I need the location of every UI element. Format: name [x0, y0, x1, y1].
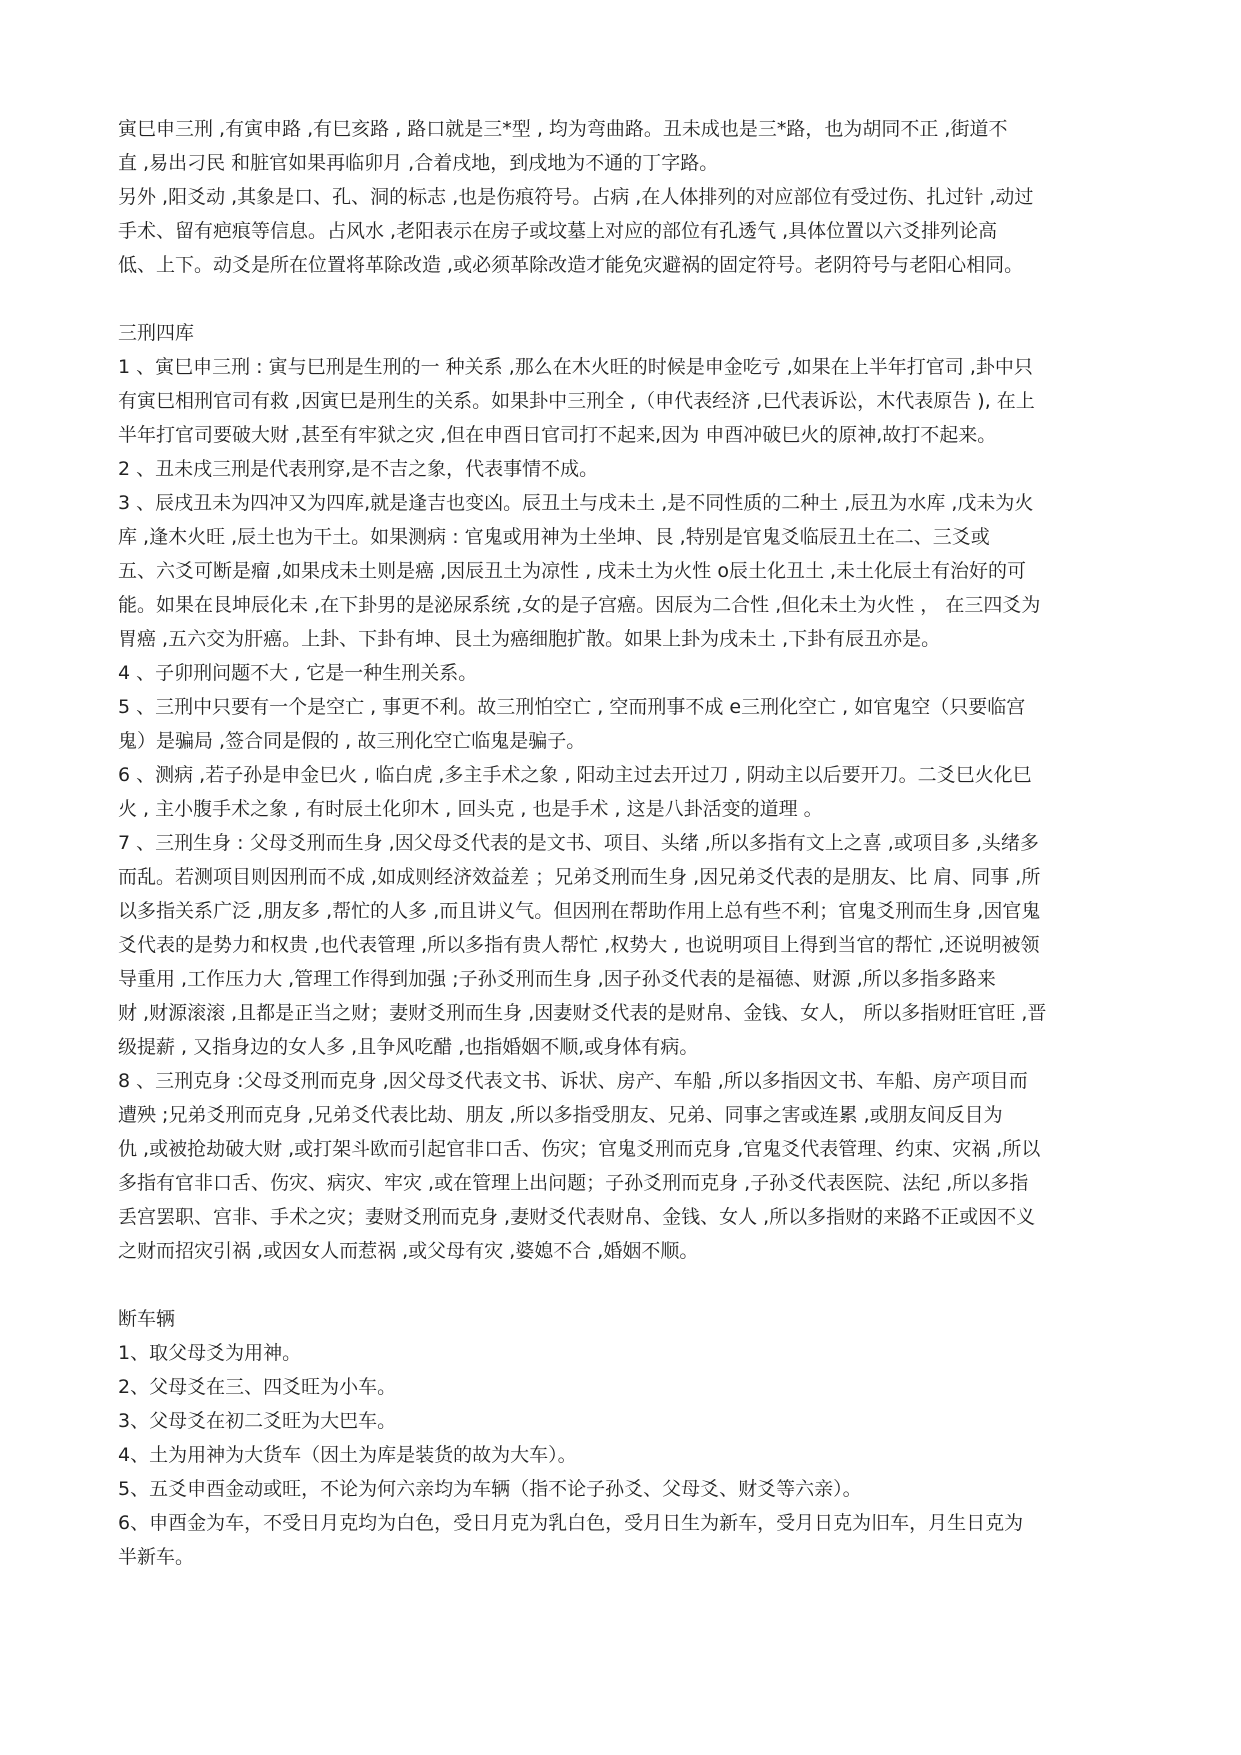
text-line: 另外 ,阳爻动 ,其象是口、孔、洞的标志 ,也是伤痕符号。占病 ,在人体排列的对应部位有受过伤、扎过针 ,动过: [118, 186, 1034, 208]
text-line: 遭殃 ;兄弟爻刑而克身 ,兄弟爻代表比劫、朋友 ,所以多指受朋友、兄弟、同事之害或连累 ,或朋友间反目为: [118, 1104, 1003, 1126]
text-line: 火 , 主小腹手术之象 , 有时辰土化卯木 , 回头克 , 也是手术 , 这是八卦活变的道理 。: [118, 798, 823, 820]
text-line: 仇 ,或被抢劫破大财 ,或打架斗欧而引起官非口舌、伤灾；官鬼爻刑而克身 ,官鬼爻代表管理、约束、灾祸 ,所以: [118, 1138, 1041, 1160]
section-heading: 断车辆: [118, 1308, 176, 1330]
text-line: 财 ,财源滚滚 ,且都是正当之财；妻财爻刑而生身 ,因妻财爻代表的是财帛、金钱、女人， 所以多指财旺官旺 ,晋: [118, 1002, 1047, 1024]
text-line: 多指有官非口舌、伤灾、病灾、牢灾 ,或在管理上出问题；子孙爻刑而克身 ,子孙爻代表医院、法纪 ,所以多指: [118, 1172, 1029, 1194]
text-line: 导重用 ,工作压力大 ,管理工作得到加强 ;子孙爻刑而生身 ,因子孙爻代表的是福德、财源 ,所以多指多路来: [118, 968, 996, 990]
text-line: 5、五爻申酉金动或旺，不论为何六亲均为车辆（指不论子孙爻、父母爻、财爻等六亲）。: [118, 1478, 862, 1500]
text-line: 能。如果在艮坤辰化未 ,在下卦男的是泌尿系统 ,女的是子宫癌。因辰为二合性 ,但化未土为火性 ， 在三四爻为: [118, 594, 1041, 616]
document-page: [118, 112, 1128, 1574]
text-line: 2 、丑未戌三刑是代表刑穿,是不吉之象，代表事情不成。: [118, 458, 599, 480]
text-line: 直 ,易出刁民 和脏官如果再临卯月 ,合着戌地，到戌地为不通的丁字路。: [118, 152, 719, 174]
text-line: 丢宫罢职、宫非、手术之灾；妻财爻刑而克身 ,妻财爻代表财帛、金钱、女人 ,所以多指财的来路不正或因不义: [118, 1206, 1036, 1228]
text-line: 半新车。: [118, 1546, 195, 1568]
text-line: 3、父母爻在初二爻旺为大巴车。: [118, 1410, 397, 1432]
text-line: 低、上下。动爻是所在位置将革除改造 ,或必须革除改造才能免灾避祸的固定符号。老阴符号与老阳心相同。: [118, 254, 1024, 276]
text-line: 库 ,逢木火旺 ,辰土也为干土。如果测病 : 官鬼或用神为土坐坤、艮 ,特别是官鬼爻临辰丑土在二、三爻或: [118, 526, 990, 548]
text-line: 胃癌 ,五六交为肝癌。上卦、下卦有坤、艮土为癌细胞扩散。如果上卦为戌未土 ,下卦有辰丑亦是。: [118, 628, 941, 650]
blank-line: [118, 1268, 1128, 1302]
text-line: 寅巳申三刑 ,有寅申路 ,有巳亥路 , 路口就是三*型 , 均为弯曲路。丑未成也是三*路，也为胡同不正 ,街道不: [118, 118, 1008, 140]
text-line: 1 、寅巳申三刑 : 寅与巳刑是生刑的一 种关系 ,那么在木火旺的时候是申金吃亏 ,如果在上半年打官司 ,卦中只: [118, 356, 1033, 378]
text-line: 级提薪 , 又指身边的女人多 ,且争风吃醋 ,也指婚姻不顺,或身体有病。: [118, 1036, 699, 1058]
text-line: 之财而招灾引祸 ,或因女人而惹祸 ,或父母有灾 ,婆媳不合 ,婚姻不顺。: [118, 1240, 699, 1262]
text-line: 以多指关系广泛 ,朋友多 ,帮忙的人多 ,而且讲义气。但因刑在帮助作用上总有些不利；官鬼爻刑而生身 ,因官鬼: [118, 900, 1041, 922]
text-line: 4、土为用神为大货车（因土为库是装货的故为大车）。: [118, 1444, 577, 1466]
text-line: 半年打官司要破大财 ,甚至有牢狱之灾 ,但在申酉日官司打不起来,因为 申酉冲破巳火的原神,故打不起来。: [118, 424, 997, 446]
text-line: 爻代表的是势力和权贵 ,也代表管理 ,所以多指有贵人帮忙 ,权势大 , 也说明项目上得到当官的帮忙 ,还说明被领: [118, 934, 1040, 956]
text-line: 2、父母爻在三、四爻旺为小车。: [118, 1376, 397, 1398]
text-line: 有寅巳相刑官司有救 ,因寅巳是刑生的关系。如果卦中三刑全 ,（申代表经济 ,巳代表诉讼，木代表原告 ), 在上: [118, 390, 1035, 412]
text-line: 手术、留有疤痕等信息。占风水 ,老阳表示在房子或坟墓上对应的部位有孔透气 ,具体位置以六爻排列论高: [118, 220, 998, 242]
text-line: 鬼）是骗局 ,签合同是假的 , 故三刑化空亡临鬼是骗子。: [118, 730, 586, 752]
text-line: 3 、辰戌丑未为四冲又为四库,就是逢吉也变凶。辰丑土与戌未土 ,是不同性质的二种土 ,辰丑为水库 ,戊未为火: [118, 492, 1034, 514]
text-line: 1、取父母爻为用神。: [118, 1342, 302, 1364]
section-heading: 三刑四库: [118, 322, 195, 344]
text-line: 五、六爻可断是瘤 ,如果戌未土则是癌 ,因辰丑土为凉性 , 戌未土为火性 o辰土化丑土 ,未土化辰土有治好的可: [118, 560, 1027, 582]
text-line: 6 、测病 ,若子孙是申金巳火 , 临白虎 ,多主手术之象 , 阳动主过去开过刀 , 阴动主以后要开刀。二爻巳火化巳: [118, 764, 1032, 786]
text-line: 6、申酉金为车，不受日月克均为白色，受日月克为乳白色，受月日生为新车，受月日克为旧车，月生日克为: [118, 1512, 1024, 1534]
blank-line: [118, 282, 1128, 316]
text-line: 5 、三刑中只要有一个是空亡 , 事更不利。故三刑怕空亡 , 空而刑事不成 e三刑化空亡 , 如官鬼空（只要临宫: [118, 696, 1026, 718]
text-line: 4 、子卯刑问题不大 , 它是一种生刑关系。: [118, 662, 478, 684]
text-line: 8 、三刑克身 :父母爻刑而克身 ,因父母爻代表文书、诉状、房产、车船 ,所以多指因文书、车船、房产项目而: [118, 1070, 1028, 1092]
text-line: 7 、三刑生身 : 父母爻刑而生身 ,因父母爻代表的是文书、项目、头绪 ,所以多指有文上之喜 ,或项目多 ,头绪多: [118, 832, 1039, 854]
text-line: 而乱。若测项目则因刑而不成 ,如成则经济效益差 ；兄弟爻刑而生身 ,因兄弟爻代表的是朋友、比 肩、同事 ,所: [118, 866, 1041, 888]
